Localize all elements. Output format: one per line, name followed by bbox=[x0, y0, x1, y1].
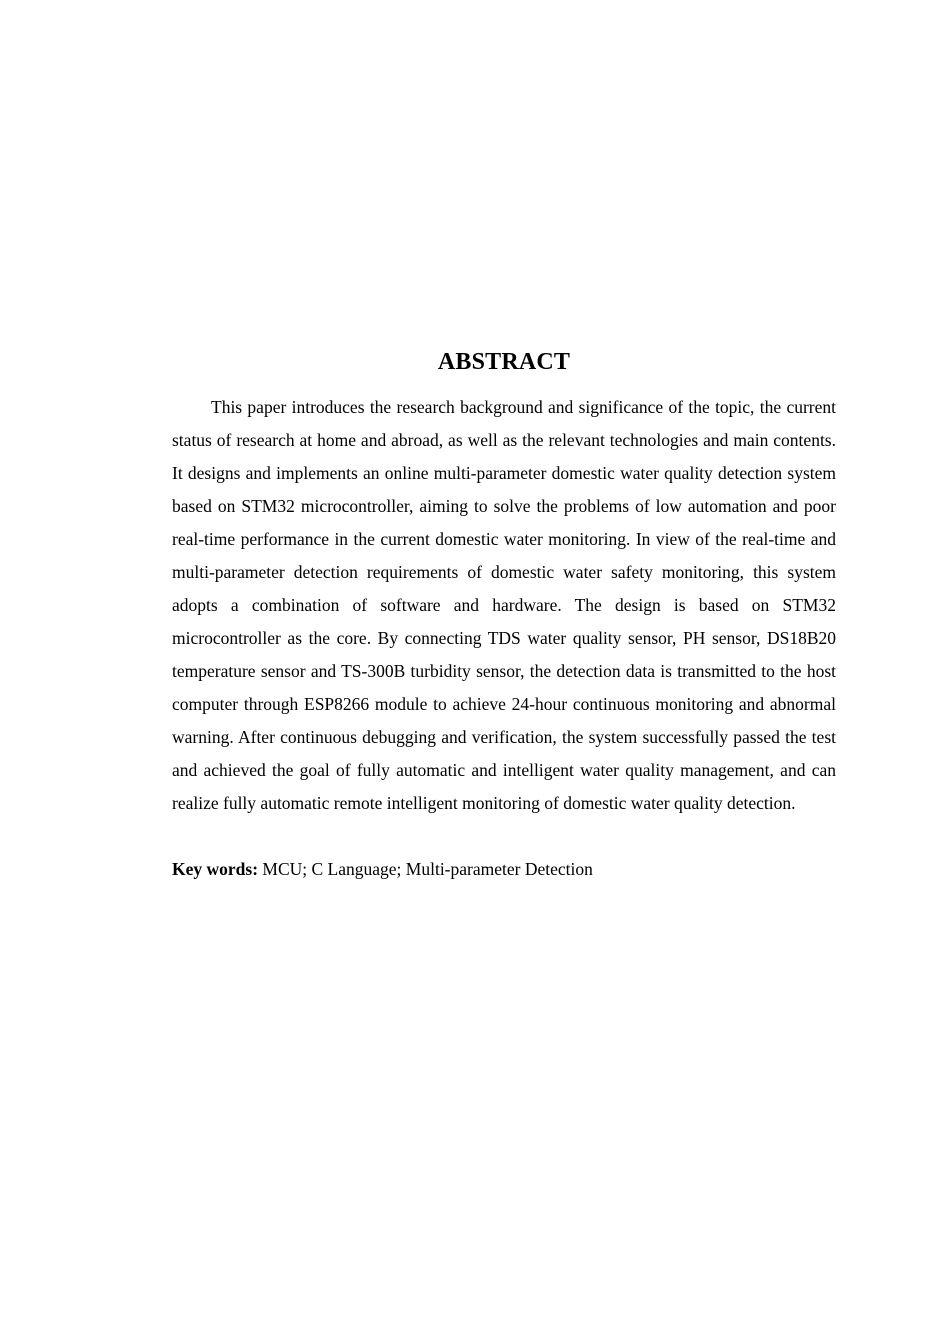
keywords-value: MCU; C Language; Multi-parameter Detection bbox=[258, 859, 593, 879]
abstract-section bbox=[172, 346, 836, 886]
keywords-label: Key words: bbox=[172, 859, 259, 879]
abstract-body: This paper introduces the research background and significance of the topic, the current status of research at home and abroad, as well as the relevant technologies and main contents. It designs and implements an online multi-parameter domestic water quality detection system based on STM32 microcontroller, aiming to solve the problems of low automation and poor real-time performance in the current domestic water monitoring. In view of the real-time and multi-parameter detection requirements of domestic water safety monitoring, this system adopts a combination of software and hardware. The design is based on STM32 microcontroller as the core. By connecting TDS water quality sensor, PH sensor, DS18B20 temperature sensor and TS-300B turbidity sensor, the detection data is transmitted to the host computer through ESP8266 module to achieve 24-hour continuous monitoring and abnormal warning. After continuous debugging and verification, the system successfully passed the test and achieved the goal of fully automatic and intelligent water quality management, and can realize fully automatic remote intelligent monitoring of domestic water quality detection. bbox=[172, 397, 836, 813]
abstract-title: ABSTRACT bbox=[437, 349, 571, 375]
keywords-line bbox=[172, 853, 836, 886]
